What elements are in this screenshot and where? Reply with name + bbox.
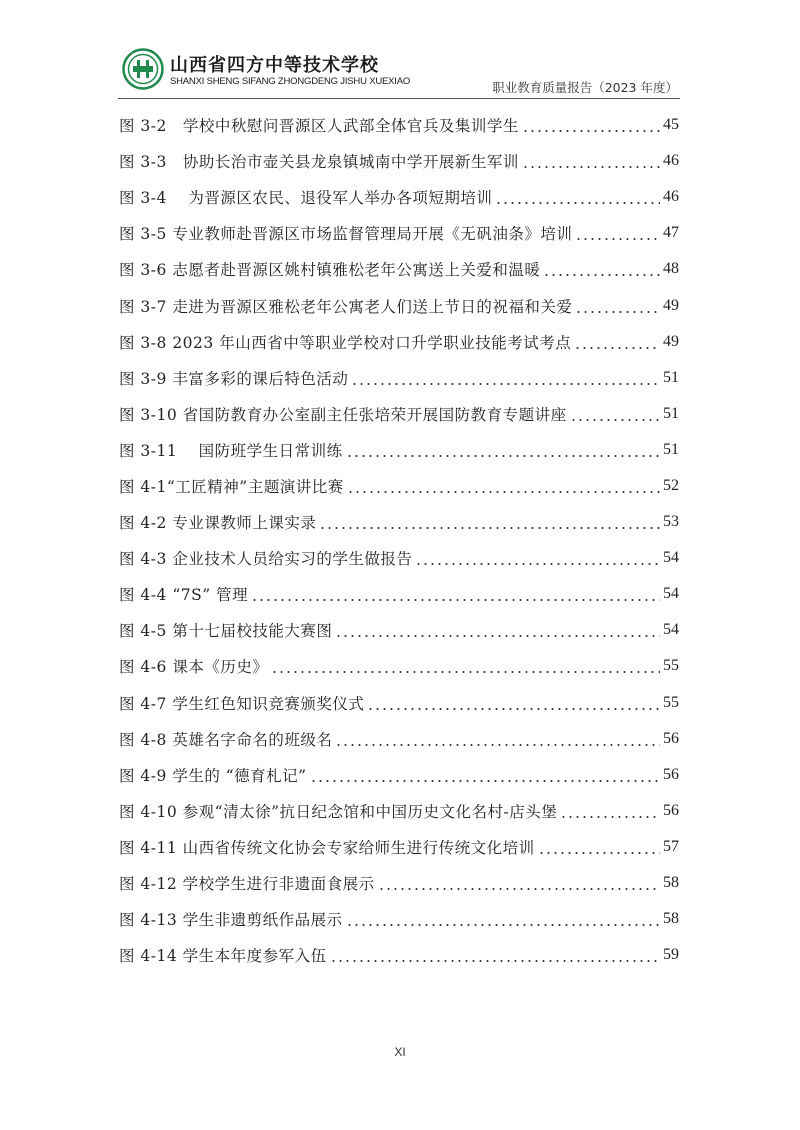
toc-entry[interactable] xyxy=(119,612,679,648)
toc-entry[interactable] xyxy=(119,179,679,215)
dot-leader xyxy=(251,599,660,601)
dot-leader xyxy=(538,852,660,854)
page-number: XI xyxy=(394,1045,406,1059)
dot-leader xyxy=(522,166,660,168)
toc-entry[interactable] xyxy=(119,721,679,757)
figure-list xyxy=(119,107,679,973)
toc-entry-label: 图 4-8 英雄名字命名的班级名 xyxy=(119,730,333,749)
dot-leader xyxy=(560,816,660,818)
toc-entry-label: 图 3-3 协助长治市壶关县龙泉镇城南中学开展新生军训 xyxy=(119,153,519,172)
toc-entry-page: 56 xyxy=(663,729,679,747)
toc-entry-page: 54 xyxy=(663,585,679,603)
toc-entry[interactable] xyxy=(119,360,679,396)
dot-leader xyxy=(495,202,660,204)
toc-entry-label: 图 3-9 丰富多彩的课后特色活动 xyxy=(119,369,349,388)
toc-entry[interactable] xyxy=(119,432,679,468)
dot-leader xyxy=(351,383,660,385)
dot-leader xyxy=(378,888,660,890)
toc-entry-label: 图 4-11 山西省传统文化协会专家给师生进行传统文化培训 xyxy=(119,838,535,857)
toc-entry-page: 55 xyxy=(663,693,679,711)
dot-leader xyxy=(319,527,660,529)
dot-leader xyxy=(367,708,660,710)
toc-entry-label: 图 4-13 学生非遗剪纸作品展示 xyxy=(119,911,343,930)
toc-entry-page: 54 xyxy=(663,549,679,567)
toc-entry-label: 图 3-10 省国防教育办公室副主任张培荣开展国防教育专题讲座 xyxy=(119,405,567,424)
school-name: 山西省四方中等技术学校 xyxy=(170,55,379,76)
dot-leader xyxy=(310,780,660,782)
report-title: 职业教育质量报告（2023 年度） xyxy=(492,80,678,95)
dot-leader xyxy=(346,924,660,926)
toc-entry-page: 46 xyxy=(663,152,679,170)
toc-entry-page: 56 xyxy=(663,765,679,783)
toc-entry-label: 图 4-6 课本《历史》 xyxy=(119,658,269,677)
toc-entry[interactable] xyxy=(119,648,679,684)
school-pinyin: SHANXI SHENG SIFANG ZHONGDENG JISHU XUEXIAO xyxy=(170,76,411,87)
toc-entry-page: 45 xyxy=(663,116,679,134)
page-header xyxy=(118,46,680,99)
toc-entry-label: 图 4-5 第十七届校技能大赛图 xyxy=(119,622,333,641)
toc-entry-page: 58 xyxy=(663,874,679,892)
toc-entry[interactable] xyxy=(119,685,679,721)
dot-leader xyxy=(415,563,660,565)
dot-leader xyxy=(346,455,660,457)
dot-leader xyxy=(522,130,660,132)
dot-leader xyxy=(543,274,660,276)
toc-entry[interactable] xyxy=(119,757,679,793)
toc-entry-label: 图 3-8 2023 年山西省中等职业学校对口升学职业技能考试考点 xyxy=(119,333,572,352)
toc-entry-page: 56 xyxy=(663,801,679,819)
toc-entry-label: 图 4-7 学生红色知识竞赛颁奖仪式 xyxy=(119,694,365,713)
toc-entry-page: 53 xyxy=(663,513,679,531)
toc-entry-label: 图 4-10 参观“清太徐”抗日纪念馆和中国历史文化名村-店头堡 xyxy=(119,802,558,821)
dot-leader xyxy=(347,491,660,493)
toc-entry-label: 图 4-12 学校学生进行非遗面食展示 xyxy=(119,875,375,894)
dot-leader xyxy=(574,347,660,349)
toc-entry-page: 51 xyxy=(663,440,679,458)
toc-entry[interactable] xyxy=(119,468,679,504)
dot-leader xyxy=(575,311,660,313)
toc-entry-label: 图 3-11 国防班学生日常训练 xyxy=(119,441,343,460)
toc-entry-page: 59 xyxy=(663,946,679,964)
toc-entry-page: 51 xyxy=(663,368,679,386)
toc-entry[interactable] xyxy=(119,576,679,612)
toc-entry[interactable] xyxy=(119,215,679,251)
toc-entry-label: 图 4-4 “7S” 管理 xyxy=(119,586,249,605)
toc-entry[interactable] xyxy=(119,793,679,829)
toc-entry-page: 57 xyxy=(663,837,679,855)
toc-entry-label: 图 3-2 学校中秋慰问晋源区人武部全体官兵及集训学生 xyxy=(119,117,519,136)
toc-entry[interactable] xyxy=(119,107,679,143)
toc-entry-page: 52 xyxy=(663,476,679,494)
toc-entry-page: 49 xyxy=(663,296,679,314)
toc-entry[interactable] xyxy=(119,829,679,865)
toc-entry-page: 47 xyxy=(663,224,679,242)
toc-entry[interactable] xyxy=(119,396,679,432)
toc-entry-page: 51 xyxy=(663,404,679,422)
toc-entry-label: 图 4-3 企业技术人员给实习的学生做报告 xyxy=(119,550,413,569)
dot-leader xyxy=(335,635,660,637)
toc-entry[interactable] xyxy=(119,865,679,901)
toc-entry-label: 图 4-14 学生本年度参军入伍 xyxy=(119,947,327,966)
toc-entry[interactable] xyxy=(119,901,679,937)
toc-entry-page: 54 xyxy=(663,621,679,639)
toc-entry-label: 图 3-4 为晋源区农民、退役军人举办各项短期培训 xyxy=(119,189,493,208)
toc-entry-label: 图 4-2 专业课教师上课实录 xyxy=(119,514,317,533)
toc-entry-label: 图 3-5 专业教师赴晋源区市场监督管理局开展《无矾油条》培训 xyxy=(119,225,573,244)
toc-entry-page: 55 xyxy=(663,657,679,675)
school-logo-icon xyxy=(122,48,164,90)
dot-leader xyxy=(335,744,660,746)
toc-entry-label: 图 3-7 走进为晋源区雅松老年公寓老人们送上节日的祝福和关爱 xyxy=(119,297,573,316)
toc-entry[interactable] xyxy=(119,143,679,179)
toc-entry[interactable] xyxy=(119,287,679,323)
toc-entry[interactable] xyxy=(119,504,679,540)
toc-entry-page: 46 xyxy=(663,188,679,206)
dot-leader xyxy=(570,419,660,421)
toc-entry[interactable] xyxy=(119,937,679,973)
dot-leader xyxy=(271,671,660,673)
dot-leader xyxy=(330,960,660,962)
toc-entry[interactable] xyxy=(119,540,679,576)
toc-entry[interactable] xyxy=(119,251,679,287)
toc-entry-page: 49 xyxy=(663,332,679,350)
toc-entry[interactable] xyxy=(119,324,679,360)
toc-entry-label: 图 4-1“工匠精神”主题演讲比赛 xyxy=(119,477,344,496)
toc-entry-label: 图 4-9 学生的 “德育札记” xyxy=(119,766,307,785)
toc-entry-page: 58 xyxy=(663,910,679,928)
toc-entry-label: 图 3-6 志愿者赴晋源区姚村镇雅松老年公寓送上关爱和温暖 xyxy=(119,261,541,280)
toc-entry-page: 48 xyxy=(663,260,679,278)
dot-leader xyxy=(575,238,660,240)
